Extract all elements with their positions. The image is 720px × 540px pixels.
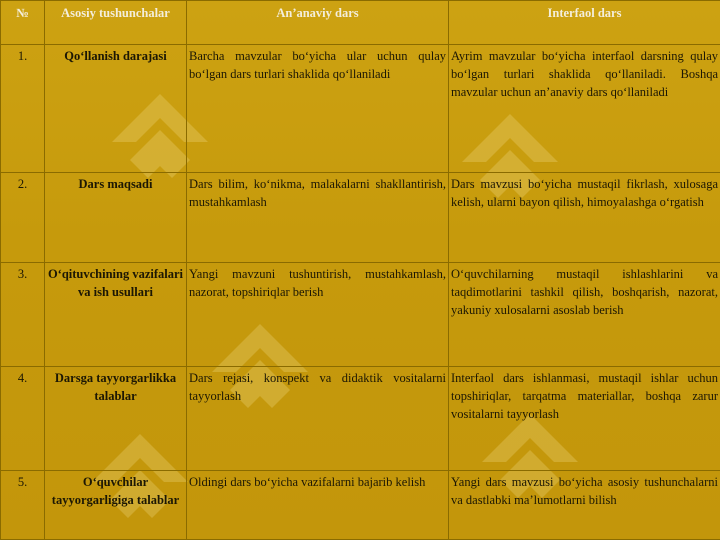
header-number: № <box>1 1 45 45</box>
table-row <box>1 367 720 471</box>
row-number: 3. <box>1 263 45 367</box>
row-traditional: Oldingi dars bo‘yicha vazifalarni bajarib kelish <box>187 471 449 540</box>
row-concept: O‘qituvchining vazifalari va ish usullari <box>45 263 187 367</box>
row-concept: Darsga tayyorgarlikka talablar <box>45 367 187 471</box>
table-row <box>1 471 720 540</box>
row-number: 4. <box>1 367 45 471</box>
table-header-row <box>1 1 720 45</box>
row-number: 5. <box>1 471 45 540</box>
row-traditional: Yangi mavzuni tushuntirish, mustahkamlash, nazorat, topshiriqlar berish <box>187 263 449 367</box>
table-row <box>1 45 720 173</box>
row-traditional: Dars rejasi, konspekt va didaktik vositalarni tayyorlash <box>187 367 449 471</box>
row-interactive: Interfaol dars ishlanmasi, mustaqil ishlar uchun topshiriqlar, tarqatma materiallar, boshqa zarur vositalarni tayyorlash <box>449 367 720 471</box>
header-concepts: Asosiy tushunchalar <box>45 1 187 45</box>
row-number: 2. <box>1 173 45 263</box>
row-traditional: Dars bilim, ko‘nikma, malakalarni shakllantirish, mustahkamlash <box>187 173 449 263</box>
table-row <box>1 173 720 263</box>
row-number: 1. <box>1 45 45 173</box>
row-concept: Qo‘llanish darajasi <box>45 45 187 173</box>
row-concept: Dars maqsadi <box>45 173 187 263</box>
header-traditional-lesson: An’anaviy dars <box>187 1 449 45</box>
row-concept: O‘quvchilar tayyorgarligiga talablar <box>45 471 187 540</box>
row-interactive: Yangi dars mavzusi bo‘yicha asosiy tushunchalarni va dastlabki ma’lumotlarni bilish <box>449 471 720 540</box>
table-row <box>1 263 720 367</box>
row-traditional: Barcha mavzular bo‘yicha ular uchun qulay bo‘lgan dars turlari shaklida qo‘llaniladi <box>187 45 449 173</box>
row-interactive: O‘quvchilarning mustaqil ishlashlarini va taqdimotlarini tashkil qilish, boshqarish, nazorat, yakuniy xulosalarni asoslab berish <box>449 263 720 367</box>
row-interactive: Ayrim mavzular bo‘yicha interfaol darsning qulay bo‘lgan turlari shaklida qo‘llaniladi. Boshqa mavzular uchun an’anaviy dars qo‘llaniladi <box>449 45 720 173</box>
header-interactive-lesson: Interfaol dars <box>449 1 720 45</box>
row-interactive: Dars mavzusi bo‘yicha mustaqil fikrlash, xulosaga kelish, ularni bayon qilish, himoyalashga o‘rgatish <box>449 173 720 263</box>
